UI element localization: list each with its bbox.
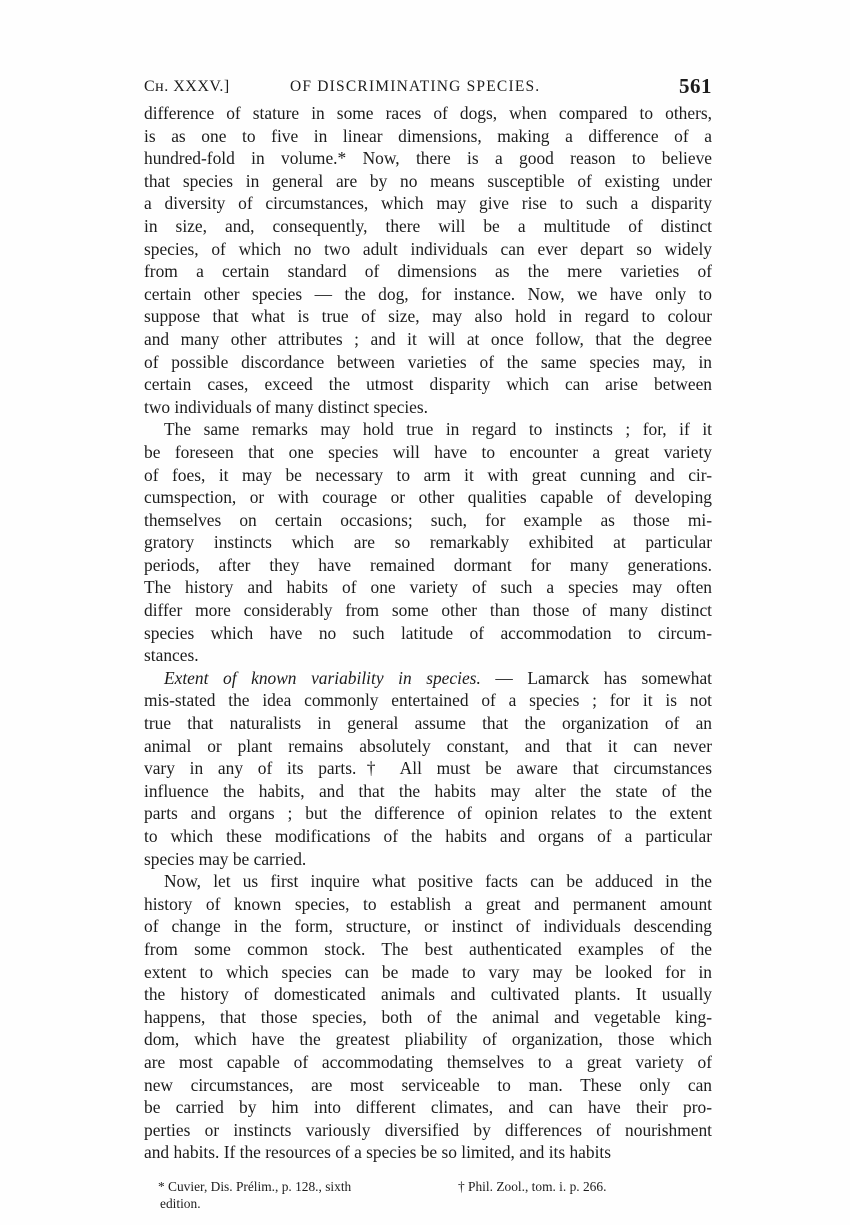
- text-line: [144, 848, 712, 871]
- line-text: true that naturalists in general assume that the organization of an: [144, 713, 712, 734]
- text-line: [144, 464, 712, 487]
- text-line: [144, 238, 712, 261]
- text-line: [144, 576, 712, 599]
- body-text: [144, 102, 712, 1164]
- text-line: [144, 260, 712, 283]
- text-line: [144, 961, 712, 984]
- text-line: [144, 192, 712, 215]
- running-title: OF DISCRIMINATING SPECIES.: [290, 78, 541, 95]
- text-line: [144, 1141, 712, 1164]
- line-text: periods, after they have remained dormant for many generations.: [144, 554, 712, 575]
- text-line: [144, 418, 712, 441]
- text-line: [144, 712, 712, 735]
- text-line: [144, 396, 712, 419]
- line-text: of possible discordance between varieties of the same species may, in: [144, 351, 712, 372]
- line-text: are most capable of accommodating themselves to a great variety of: [144, 1051, 712, 1072]
- line-text: The history and habits of one variety of such a species may often: [144, 577, 712, 598]
- line-text: history of known species, to establish a great and permanent amount: [144, 893, 712, 914]
- line-text: two individuals of many distinct species.: [144, 396, 429, 417]
- text-line: [144, 102, 712, 125]
- text-line: [144, 622, 712, 645]
- line-text: The same remarks may hold true in regard to instincts ; for, if it: [164, 419, 712, 440]
- line-text: that species in general are by no means susceptible of existing under: [144, 170, 712, 191]
- text-line: [144, 667, 712, 690]
- text-line: [144, 531, 712, 554]
- text-line: [144, 735, 712, 758]
- text-line: [144, 170, 712, 193]
- line-text: themselves on certain occasions; such, for example as those mi-: [144, 509, 712, 530]
- text-line: [144, 125, 712, 148]
- line-text: — Lamarck has somewhat: [480, 667, 712, 688]
- text-line: [144, 802, 712, 825]
- text-line: [144, 1119, 712, 1142]
- line-text: the history of domesticated animals and cultivated plants. It usually: [144, 984, 712, 1005]
- text-line: [144, 825, 712, 848]
- line-text: parts and organs ; but the difference of opinion relates to the extent: [144, 803, 712, 824]
- line-text: hundred-fold in volume.* Now, there is a good reason to believe: [144, 148, 712, 169]
- line-text: animal or plant remains absolutely constant, and that it can never: [144, 735, 712, 756]
- line-text: perties or instincts variously diversified by differences of nourishment: [144, 1119, 712, 1140]
- text-line: [144, 1006, 712, 1029]
- text-line: [144, 915, 712, 938]
- line-text: certain other species — the dog, for instance. Now, we have only to: [144, 283, 712, 304]
- line-text: from some common stock. The best authenticated examples of the: [144, 938, 712, 959]
- text-line: [144, 215, 712, 238]
- footnote-cuvier: * Cuvier, Dis. Prélim., p. 128., sixth: [158, 1179, 352, 1194]
- line-text: of change in the form, structure, or instinct of individuals descending: [144, 916, 712, 937]
- text-line: [144, 328, 712, 351]
- text-line: [144, 870, 712, 893]
- line-text: species which have no such latitude of accommodation to circum-: [144, 622, 712, 643]
- line-text: influence the habits, and that the habits may alter the state of the: [144, 780, 712, 801]
- line-text: is as one to five in linear dimensions, making a difference of a: [144, 125, 712, 146]
- text-line: [144, 1028, 712, 1051]
- line-text: a diversity of circumstances, which may give rise to such a disparity: [144, 193, 712, 214]
- line-text: certain cases, exceed the utmost disparity which can arise between: [144, 374, 712, 395]
- text-line: [144, 509, 712, 532]
- line-text: mis-stated the idea commonly entertained of a species ; for it is not: [144, 690, 712, 711]
- line-text: dom, which have the greatest pliability of organization, those which: [144, 1029, 712, 1050]
- text-line: [144, 147, 712, 170]
- line-text: new circumstances, are most serviceable to man. These only can: [144, 1074, 712, 1095]
- text-line: [144, 938, 712, 961]
- line-text: extent to which species can be made to vary may be looked for in: [144, 961, 712, 982]
- text-line: [144, 983, 712, 1006]
- line-text: and habits. If the resources of a species be so limited, and its habits: [144, 1142, 612, 1163]
- text-line: [144, 757, 712, 780]
- line-text: happens, that those species, both of the animal and vegetable king-: [144, 1006, 712, 1027]
- text-line: [144, 351, 712, 374]
- text-line: [144, 1096, 712, 1119]
- text-line: [144, 486, 712, 509]
- line-text: be foreseen that one species will have to encounter a great variety: [144, 441, 712, 462]
- text-line: [144, 283, 712, 306]
- line-text: suppose that what is true of size, may also hold in regard to colour: [144, 306, 712, 327]
- line-text: to which these modifications of the habits and organs of a particular: [144, 826, 712, 846]
- line-text: species, of which no two adult individuals can ever depart so widely: [144, 238, 712, 259]
- text-line: [144, 441, 712, 464]
- line-text: be carried by him into different climates, and can have their pro-: [144, 1097, 712, 1118]
- text-line: [144, 780, 712, 803]
- line-text: from a certain standard of dimensions as the mere varieties of: [144, 261, 712, 282]
- line-text: of foes, it may be necessary to arm it with great cunning and cir-: [144, 464, 712, 485]
- text-line: [144, 305, 712, 328]
- text-line: [144, 554, 712, 577]
- line-text: in size, and, consequently, there will be a multitude of distinct: [144, 215, 712, 236]
- line-text: cumspection, or with courage or other qualities capable of developing: [144, 487, 712, 508]
- text-line: [144, 689, 712, 712]
- line-text: species may be carried.: [144, 848, 307, 869]
- line-text: vary in any of its parts.† All must be aware that circumstances: [144, 758, 712, 779]
- text-line: [144, 373, 712, 396]
- line-text: stances.: [144, 645, 199, 666]
- text-line: [144, 599, 712, 622]
- chapter-reference: Cн. XXXV.]: [144, 78, 230, 95]
- line-text: difference of stature in some races of dogs, when compared to others,: [144, 103, 712, 123]
- running-header: [144, 76, 712, 100]
- line-text: differ more considerably from some other than those of many distinct: [144, 600, 712, 621]
- footnote-lamarck: † Phil. Zool., tom. i. p. 266.: [458, 1179, 607, 1194]
- text-line: [144, 644, 712, 667]
- section-heading: Extent of known variability in species.: [164, 667, 481, 688]
- page-number: 561: [679, 74, 712, 98]
- text-line: [144, 1074, 712, 1097]
- line-text: gratory instincts which are so remarkably exhibited at particular: [144, 532, 712, 553]
- text-line: [144, 1051, 712, 1074]
- text-line: [144, 893, 712, 916]
- footnote-cuvier-continued: edition.: [160, 1196, 201, 1211]
- line-text: Now, let us first inquire what positive facts can be adduced in the: [164, 871, 712, 892]
- line-text: and many other attributes ; and it will at once follow, that the degree: [144, 328, 712, 349]
